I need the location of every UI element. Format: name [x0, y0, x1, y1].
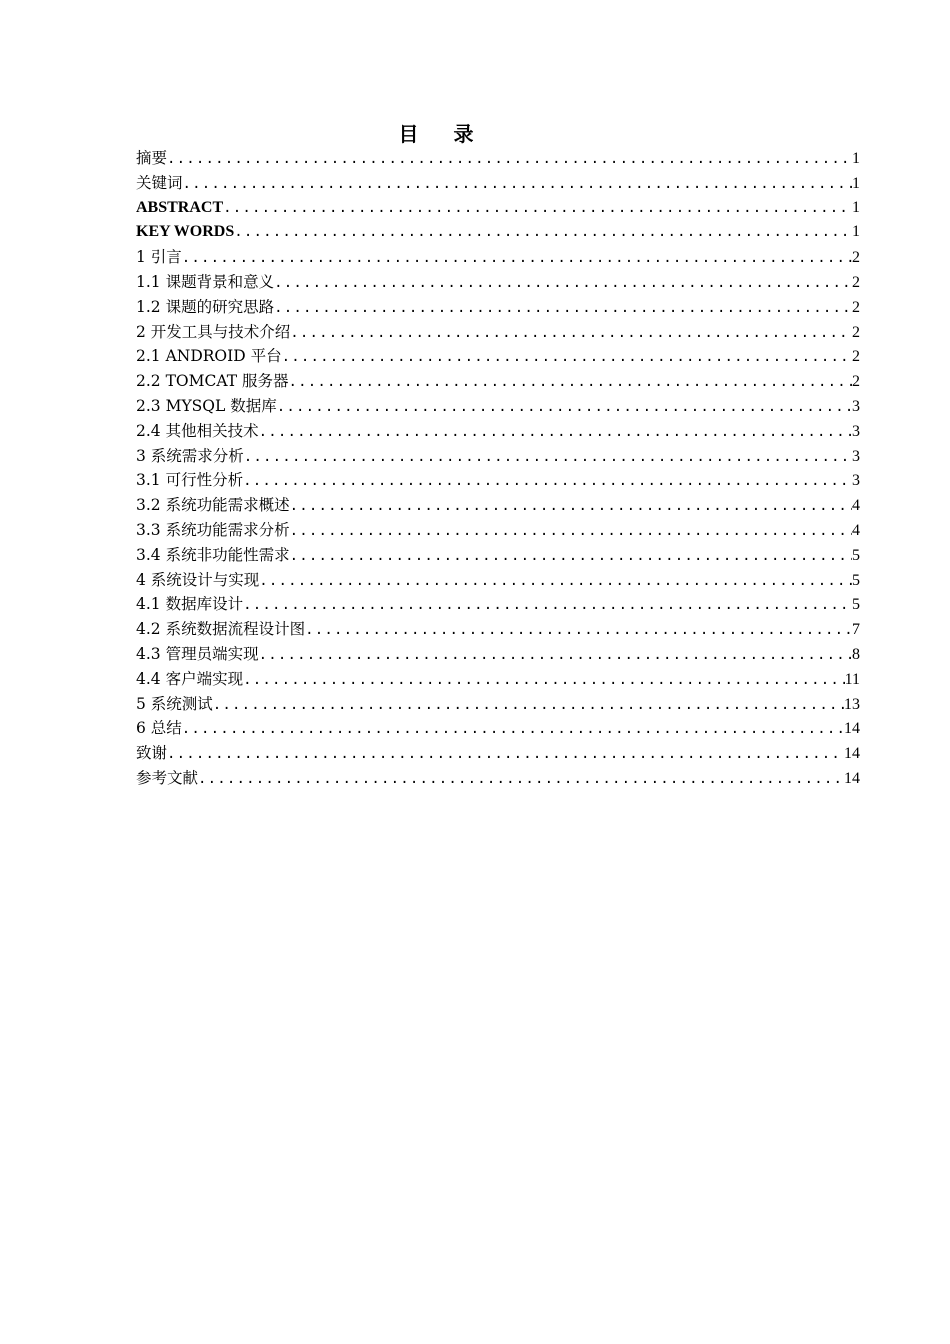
toc-entry-label: 5 系统测试 — [136, 694, 213, 713]
toc-entry-label: 关键词 — [136, 173, 183, 192]
toc-entry[interactable] — [136, 146, 860, 171]
toc-entry-label: 3.1 可行性分析 — [136, 471, 244, 490]
toc-entry-label: 2.1 ANDROID 平台 — [136, 347, 282, 366]
toc-entry[interactable] — [136, 444, 860, 469]
toc-dot-leader — [243, 593, 852, 617]
toc-entry-page-number: 5 — [852, 596, 860, 614]
toc-entry[interactable] — [136, 543, 860, 568]
toc-entry-page-number: 7 — [852, 621, 860, 639]
toc-entry-page-number: 14 — [844, 720, 860, 738]
toc-entry[interactable] — [136, 617, 860, 642]
toc-dot-leader — [243, 469, 852, 493]
table-of-contents — [136, 146, 860, 791]
page-title: 目 录 — [398, 122, 488, 146]
toc-entry-page-number: 2 — [852, 249, 860, 267]
toc-entry-page-number: 8 — [852, 645, 860, 663]
toc-entry[interactable] — [136, 270, 860, 295]
toc-entry-page-number: 13 — [844, 695, 860, 713]
toc-entry-label: 4.4 客户端实现 — [136, 669, 244, 688]
toc-entry-page-number: 1 — [852, 198, 860, 216]
toc-entry[interactable] — [136, 741, 860, 766]
toc-entry-label: KEY WORDS — [136, 223, 235, 241]
toc-dot-leader — [290, 544, 852, 568]
toc-entry[interactable] — [136, 171, 860, 196]
toc-entry-page-number: 5 — [852, 571, 860, 589]
toc-entry-label: 1.2 课题的研究思路 — [136, 297, 275, 316]
toc-dot-leader — [277, 395, 852, 419]
toc-dot-leader — [259, 643, 852, 667]
toc-entry-label: 致谢 — [136, 744, 168, 763]
toc-entry[interactable] — [136, 667, 860, 692]
toc-entry[interactable] — [136, 369, 860, 394]
toc-entry-page-number: 1 — [852, 174, 860, 192]
toc-entry-page-number: 2 — [852, 323, 860, 341]
toc-entry[interactable] — [136, 592, 860, 617]
toc-entry-label: 1 引言 — [136, 248, 182, 267]
toc-entry-page-number: 11 — [844, 670, 860, 688]
toc-dot-leader — [305, 618, 852, 642]
toc-entry-label: 2.4 其他相关技术 — [136, 421, 259, 440]
toc-dot-leader — [234, 220, 852, 245]
toc-entry[interactable] — [136, 493, 860, 518]
toc-dot-leader — [223, 196, 852, 221]
toc-entry[interactable] — [136, 394, 860, 419]
toc-entry-page-number: 2 — [852, 348, 860, 366]
toc-entry-page-number: 4 — [852, 497, 860, 515]
toc-entry[interactable] — [136, 518, 860, 543]
toc-dot-leader — [274, 271, 852, 295]
toc-entry-label: 4.1 数据库设计 — [136, 595, 244, 614]
toc-entry-page-number: 2 — [852, 298, 860, 316]
toc-dot-leader — [243, 668, 845, 692]
toc-dot-leader — [213, 693, 844, 717]
toc-dot-leader — [167, 147, 852, 171]
toc-entry-label: 2 开发工具与技术介绍 — [136, 322, 291, 341]
toc-entry-label: 摘要 — [136, 149, 168, 167]
toc-entry-label: 3 系统需求分析 — [136, 446, 244, 465]
toc-dot-leader — [290, 494, 852, 518]
toc-entry-page-number: 4 — [852, 521, 860, 539]
toc-entry-page-number: 3 — [852, 447, 860, 465]
toc-entry[interactable] — [136, 419, 860, 444]
toc-dot-leader — [198, 767, 844, 791]
toc-entry[interactable] — [136, 468, 860, 493]
toc-entry-label: 3.2 系统功能需求概述 — [136, 496, 290, 515]
toc-entry[interactable] — [136, 320, 860, 345]
toc-entry[interactable] — [136, 220, 860, 245]
toc-dot-leader — [183, 172, 852, 196]
toc-dot-leader — [167, 742, 844, 766]
toc-dot-leader — [290, 321, 852, 345]
toc-entry-label: 4.3 管理员端实现 — [136, 644, 259, 663]
toc-dot-leader — [182, 717, 844, 741]
toc-dot-leader — [244, 445, 852, 469]
toc-entry[interactable] — [136, 766, 860, 791]
toc-entry-page-number: 1 — [852, 223, 860, 241]
toc-entry-label: 4.2 系统数据流程设计图 — [136, 620, 306, 639]
toc-entry[interactable] — [136, 568, 860, 593]
toc-entry-page-number: 5 — [852, 546, 860, 564]
toc-entry-label: 2.2 TOMCAT 服务器 — [136, 372, 289, 391]
toc-entry-label: 3.3 系统功能需求分析 — [136, 520, 290, 539]
toc-entry[interactable] — [136, 245, 860, 270]
toc-dot-leader — [288, 370, 852, 394]
toc-dot-leader — [290, 519, 852, 543]
toc-entry-label: 6 总结 — [136, 719, 182, 738]
toc-entry-page-number: 2 — [852, 373, 860, 391]
toc-entry-page-number: 2 — [852, 273, 860, 291]
toc-dot-leader — [182, 246, 852, 270]
toc-dot-leader — [282, 345, 852, 369]
toc-entry-label: 3.4 系统非功能性需求 — [136, 545, 290, 564]
toc-entry[interactable] — [136, 642, 860, 667]
toc-dot-leader — [259, 420, 852, 444]
toc-entry-page-number: 14 — [844, 769, 860, 787]
toc-entry-label: 参考文献 — [136, 768, 199, 787]
toc-entry-page-number: 3 — [852, 397, 860, 415]
toc-entry[interactable] — [136, 716, 860, 741]
toc-entry[interactable] — [136, 196, 860, 221]
toc-entry-page-number: 1 — [852, 150, 860, 167]
toc-entry[interactable] — [136, 692, 860, 717]
toc-entry-page-number: 3 — [852, 422, 860, 440]
toc-dot-leader — [274, 296, 852, 320]
toc-entry-label: 4 系统设计与实现 — [136, 570, 260, 589]
toc-entry[interactable] — [136, 295, 860, 320]
toc-entry-page-number: 3 — [852, 472, 860, 490]
toc-entry-label: 2.3 MYSQL 数据库 — [136, 396, 277, 415]
toc-dot-leader — [259, 569, 852, 593]
toc-entry-label: ABSTRACT — [136, 198, 224, 216]
toc-entry[interactable] — [136, 344, 860, 369]
toc-entry-page-number: 14 — [844, 745, 860, 763]
toc-entry-label: 1.1 课题背景和意义 — [136, 272, 275, 291]
